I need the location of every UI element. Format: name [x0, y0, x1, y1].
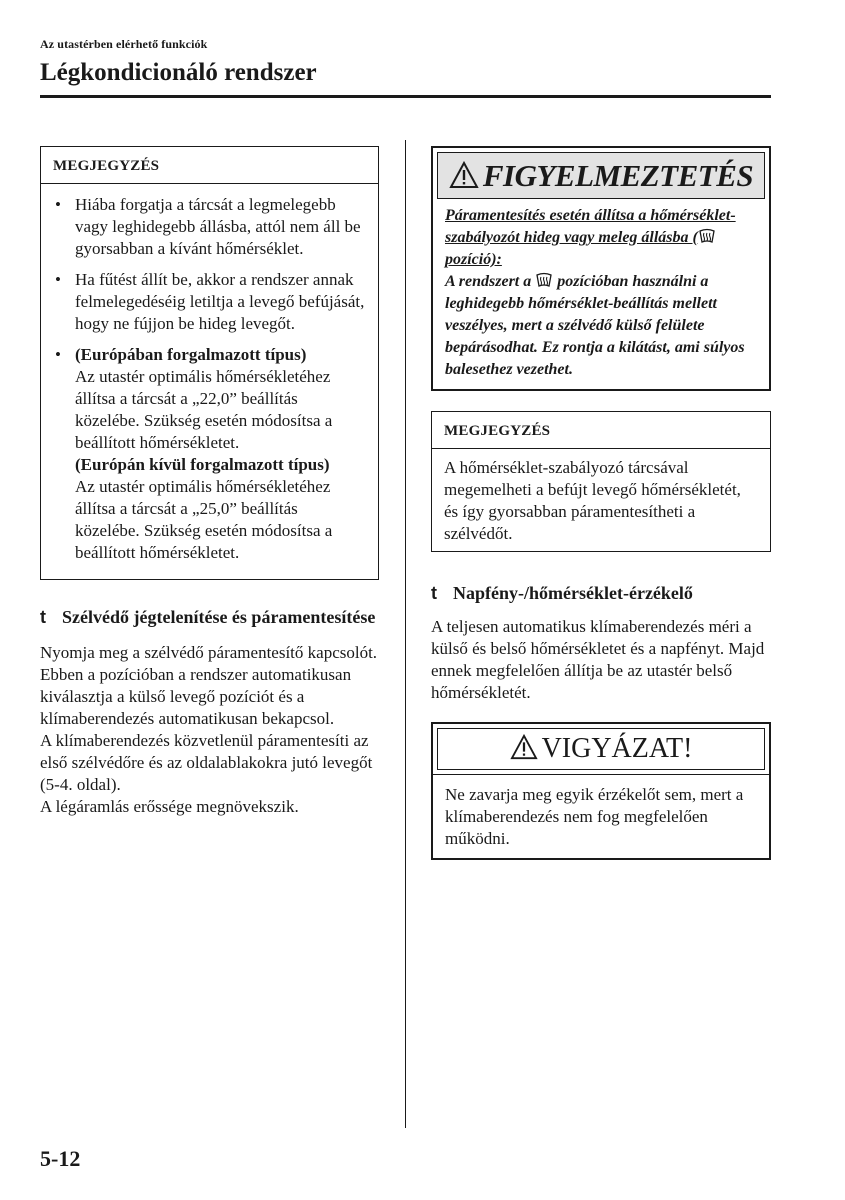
warning-subheading-text: pozíció): [445, 251, 502, 268]
warning-box [431, 146, 771, 391]
right-column [431, 146, 771, 860]
warning-text-part: pozícióban használni a leghidegebb hőmérséklet-beállítás mellett veszélyes, mert a szélvédő külső felülete bepárásodhat. Ez rontja a kilátást, ami súlyos balesethez vezethet. [445, 273, 745, 378]
section-heading-text: Szélvédő jégtelenítése és páramentesítése [62, 607, 376, 627]
paragraph: Ebben a pozícióban a rendszer automatikusan kiválasztja a külső levegő pozíciót és a klímaberendezés automatikusan bekapcsol. [40, 665, 352, 728]
section-heading-text: Napfény-/hőmérséklet-érzékelő [453, 583, 693, 603]
paragraph: A teljesen automatikus klímaberendezés méri a külső és belső hőmérsékletet és a napfényt. Majd ennek megfelelően állítja be az utastér belső hőmérsékletét. [431, 617, 765, 702]
bullet-dot-icon: • [55, 345, 61, 364]
warning-subheading [445, 205, 757, 271]
warning-text-part: A rendszert a [445, 273, 536, 290]
warning-text [445, 273, 745, 378]
warning-body [433, 203, 769, 389]
section-heading [40, 606, 379, 628]
section-label: Az utastérben elérhető funkciók [40, 37, 208, 51]
list-item [53, 269, 366, 335]
section-marker: t [431, 583, 437, 603]
list-item [53, 344, 366, 564]
windshield-defroster-icon [698, 228, 716, 244]
note-heading: MEGJEGYZÉS [41, 147, 378, 184]
paragraph: A klímaberendezés közvetlenül páramentesíti az első szélvédőre és az oldalablakokra jutó levegőt (5-4. oldal). [40, 731, 373, 794]
paragraph: Nyomja meg a szélvédő páramentesítő kapcsolót. [40, 643, 378, 662]
list-item-subheading: (Európában forgalmazott típus) [75, 345, 307, 364]
paragraph: A légáramlás erőssége megnövekszik. [40, 797, 299, 816]
list-item-subheading: (Európán kívül forgalmazott típus) [75, 455, 330, 474]
warning-triangle-icon [510, 734, 538, 760]
windshield-defroster-icon [535, 272, 553, 288]
caution-heading [437, 728, 765, 770]
section-marker: t [40, 607, 46, 627]
warning-subheading-text: Páramentesítés esetén állítsa a hőmérséklet-szabályozót hideg vagy meleg állásba ( [445, 207, 736, 246]
column-divider [405, 140, 406, 1128]
note-box [40, 146, 379, 580]
bullet-dot-icon: • [55, 270, 61, 289]
left-column [40, 146, 379, 818]
warning-heading [437, 152, 765, 199]
note-heading: MEGJEGYZÉS [432, 412, 770, 449]
title-rule [40, 95, 771, 98]
bullet-dot-icon: • [55, 195, 61, 214]
caution-text: Ne zavarja meg egyik érzékelőt sem, mert a klímaberendezés nem fog megfelelően működni. [433, 774, 769, 858]
list-item-text: Az utastér optimális hőmérsékletéhez állítsa a tárcsát a „22,0” beállítás közelébe. Szükség esetén módosítsa a beállított hőmérsékletet. [75, 367, 333, 452]
caution-heading-text: VIGYÁZAT! [541, 733, 693, 764]
caution-box [431, 722, 771, 860]
note-text: A hőmérséklet-szabályozó tárcsával megemelheti a befújt levegő hőmérsékletét, és így gyorsabban páramentesítheti a szélvédőt. [444, 458, 741, 543]
note-list [41, 184, 378, 579]
section-heading [431, 582, 771, 604]
page-number: 5-12 [40, 1146, 81, 1171]
note-box [431, 411, 771, 552]
list-item-text: Az utastér optimális hőmérsékletéhez állítsa a tárcsát a „25,0” beállítás közelébe. Szükség esetén módosítsa a beállított hőmérsékletet. [75, 477, 333, 562]
list-item-text: Hiába forgatja a tárcsát a legmelegebb vagy leghidegebb állásba, attól nem áll be gyorsabban a kívánt hőmérséklet. [75, 195, 361, 258]
warning-triangle-icon [449, 161, 479, 189]
list-item-text: Ha fűtést állít be, akkor a rendszer annak felmelegedéséig letiltja a levegő befújását, hogy ne fújjon be hideg levegőt. [75, 270, 365, 333]
warning-heading-text: FIGYELMEZTETÉS [482, 158, 754, 193]
page-title: Légkondicionáló rendszer [40, 59, 317, 86]
list-item [53, 194, 366, 260]
